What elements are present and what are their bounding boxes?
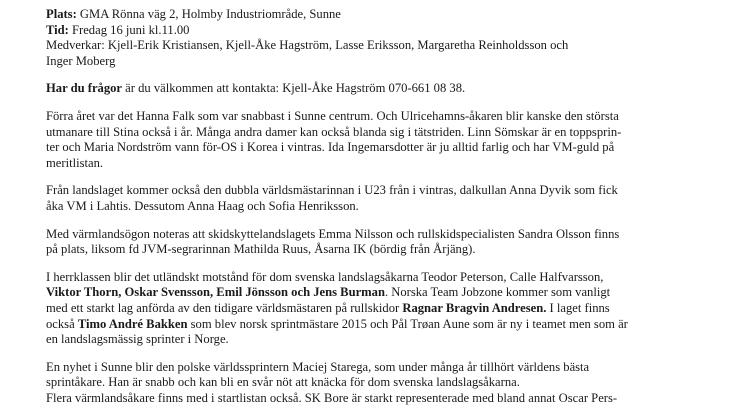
tid-label: Tid: bbox=[46, 22, 69, 37]
document-body bbox=[46, 7, 706, 418]
paragraph-line: sprintåkare. Han är snabb och kan bli en svår nöt att knäcka för dom svenska landslagsåkarna. bbox=[46, 375, 520, 390]
paragraph-text: också bbox=[46, 316, 78, 331]
contact-bold: Har du frågor bbox=[46, 81, 123, 96]
paragraph-line: Med värmlandsögon noteras att skidskyttelandslagets Emma Nilsson och rullskidspecialisten Sandra Olsson finns bbox=[46, 226, 620, 241]
paragraph-line: en landslagsmässig sprinter i Norge. bbox=[46, 332, 229, 347]
paragraph-5 bbox=[46, 360, 706, 407]
paragraph-text: I laget finns bbox=[546, 300, 610, 315]
paragraph-text: . Norska Team Jobzone kommer som vanligt bbox=[384, 285, 611, 300]
paragraph-text: som blev norsk sprintmästare 2015 och Pål Trøan Aune som är ny i teamet men som är bbox=[187, 316, 628, 331]
paragraph-line bbox=[46, 317, 706, 333]
paragraph-line: utmanare till Stina också i år. Många andra damer kan också blanda sig i tätstriden. Linn Sömskar är en toppsprin- bbox=[46, 124, 622, 139]
paragraph-text: med ett starkt lag anförda av den tidigare världsmästaren på rullskidor bbox=[46, 300, 403, 315]
paragraph-1 bbox=[46, 109, 706, 171]
paragraph-4 bbox=[46, 270, 706, 348]
paragraph-line bbox=[46, 301, 706, 317]
bold-names: Viktor Thorn, Oskar Svensson, Emil Jönsson och Jens Burman bbox=[46, 285, 385, 300]
medverkar-line-2: Inger Moberg bbox=[46, 53, 116, 68]
contact-text: är du välkommen att kontakta: Kjell-Åke Hagström 070-661 08 38. bbox=[122, 81, 466, 96]
paragraph-2 bbox=[46, 183, 706, 214]
paragraph-line: åka VM i Lahtis. Dessutom Anna Haag och Sofia Henriksson. bbox=[46, 198, 359, 213]
paragraph-line: I herrklassen blir det utländskt motstånd för dom svenska landslagsåkarna Teodor Peterson, Calle Halfvarsson, bbox=[46, 269, 604, 284]
bold-names: Ragnar Bragvin Andresen. bbox=[402, 300, 547, 315]
contact-paragraph bbox=[46, 81, 706, 97]
paragraph-line: på plats, liksom fd JVM-segrarinnan Mathilda Ruus, Åsarna IK (bördig från Årjäng). bbox=[46, 242, 476, 257]
paragraph-line: Från landslaget kommer också den dubbla världsmästarinnan i U23 från i vintras, dalkullan Anna Dyvik som fick bbox=[46, 183, 618, 198]
bold-names: Timo André Bakken bbox=[77, 316, 188, 331]
paragraph-line: En nyhet i Sunne blir den polske världssprintern Maciej Starega, som under många år tillhört världens bästa bbox=[46, 359, 590, 374]
tid-line bbox=[46, 23, 706, 39]
paragraph-3 bbox=[46, 227, 706, 258]
paragraph-line: Flera värmlandsåkare finns med i startlistan också. SK Bore är starkt representerade med bland annat Oscar Pers- bbox=[46, 390, 618, 405]
plats-label: Plats: bbox=[46, 7, 77, 21]
paragraph-line: Förra året var det Hanna Falk som var snabbast i Sunne centrum. Och Ulricehamns-åkaren blir kanske den största bbox=[46, 108, 619, 123]
paragraph-line: meritlistan. bbox=[46, 155, 104, 170]
medverkar-line-1: Medverkar: Kjell-Erik Kristiansen, Kjell-Åke Hagström, Lasse Eriksson, Margaretha Reinholdsson och bbox=[46, 38, 569, 53]
plats-value: GMA Rönna väg 2, Holmby Industriområde, Sunne bbox=[76, 7, 341, 21]
paragraph-line bbox=[46, 285, 706, 301]
contact-line bbox=[46, 81, 706, 97]
paragraph-line: ter och Maria Nordström vann för-OS i Korea i vintras. Ida Ingemarsdotter är ju alltid farlig och har VM-guld på bbox=[46, 140, 615, 155]
plats-line bbox=[46, 7, 706, 23]
tid-value: Fredag 16 juni kl.11.00 bbox=[68, 22, 190, 37]
event-info bbox=[46, 7, 706, 69]
